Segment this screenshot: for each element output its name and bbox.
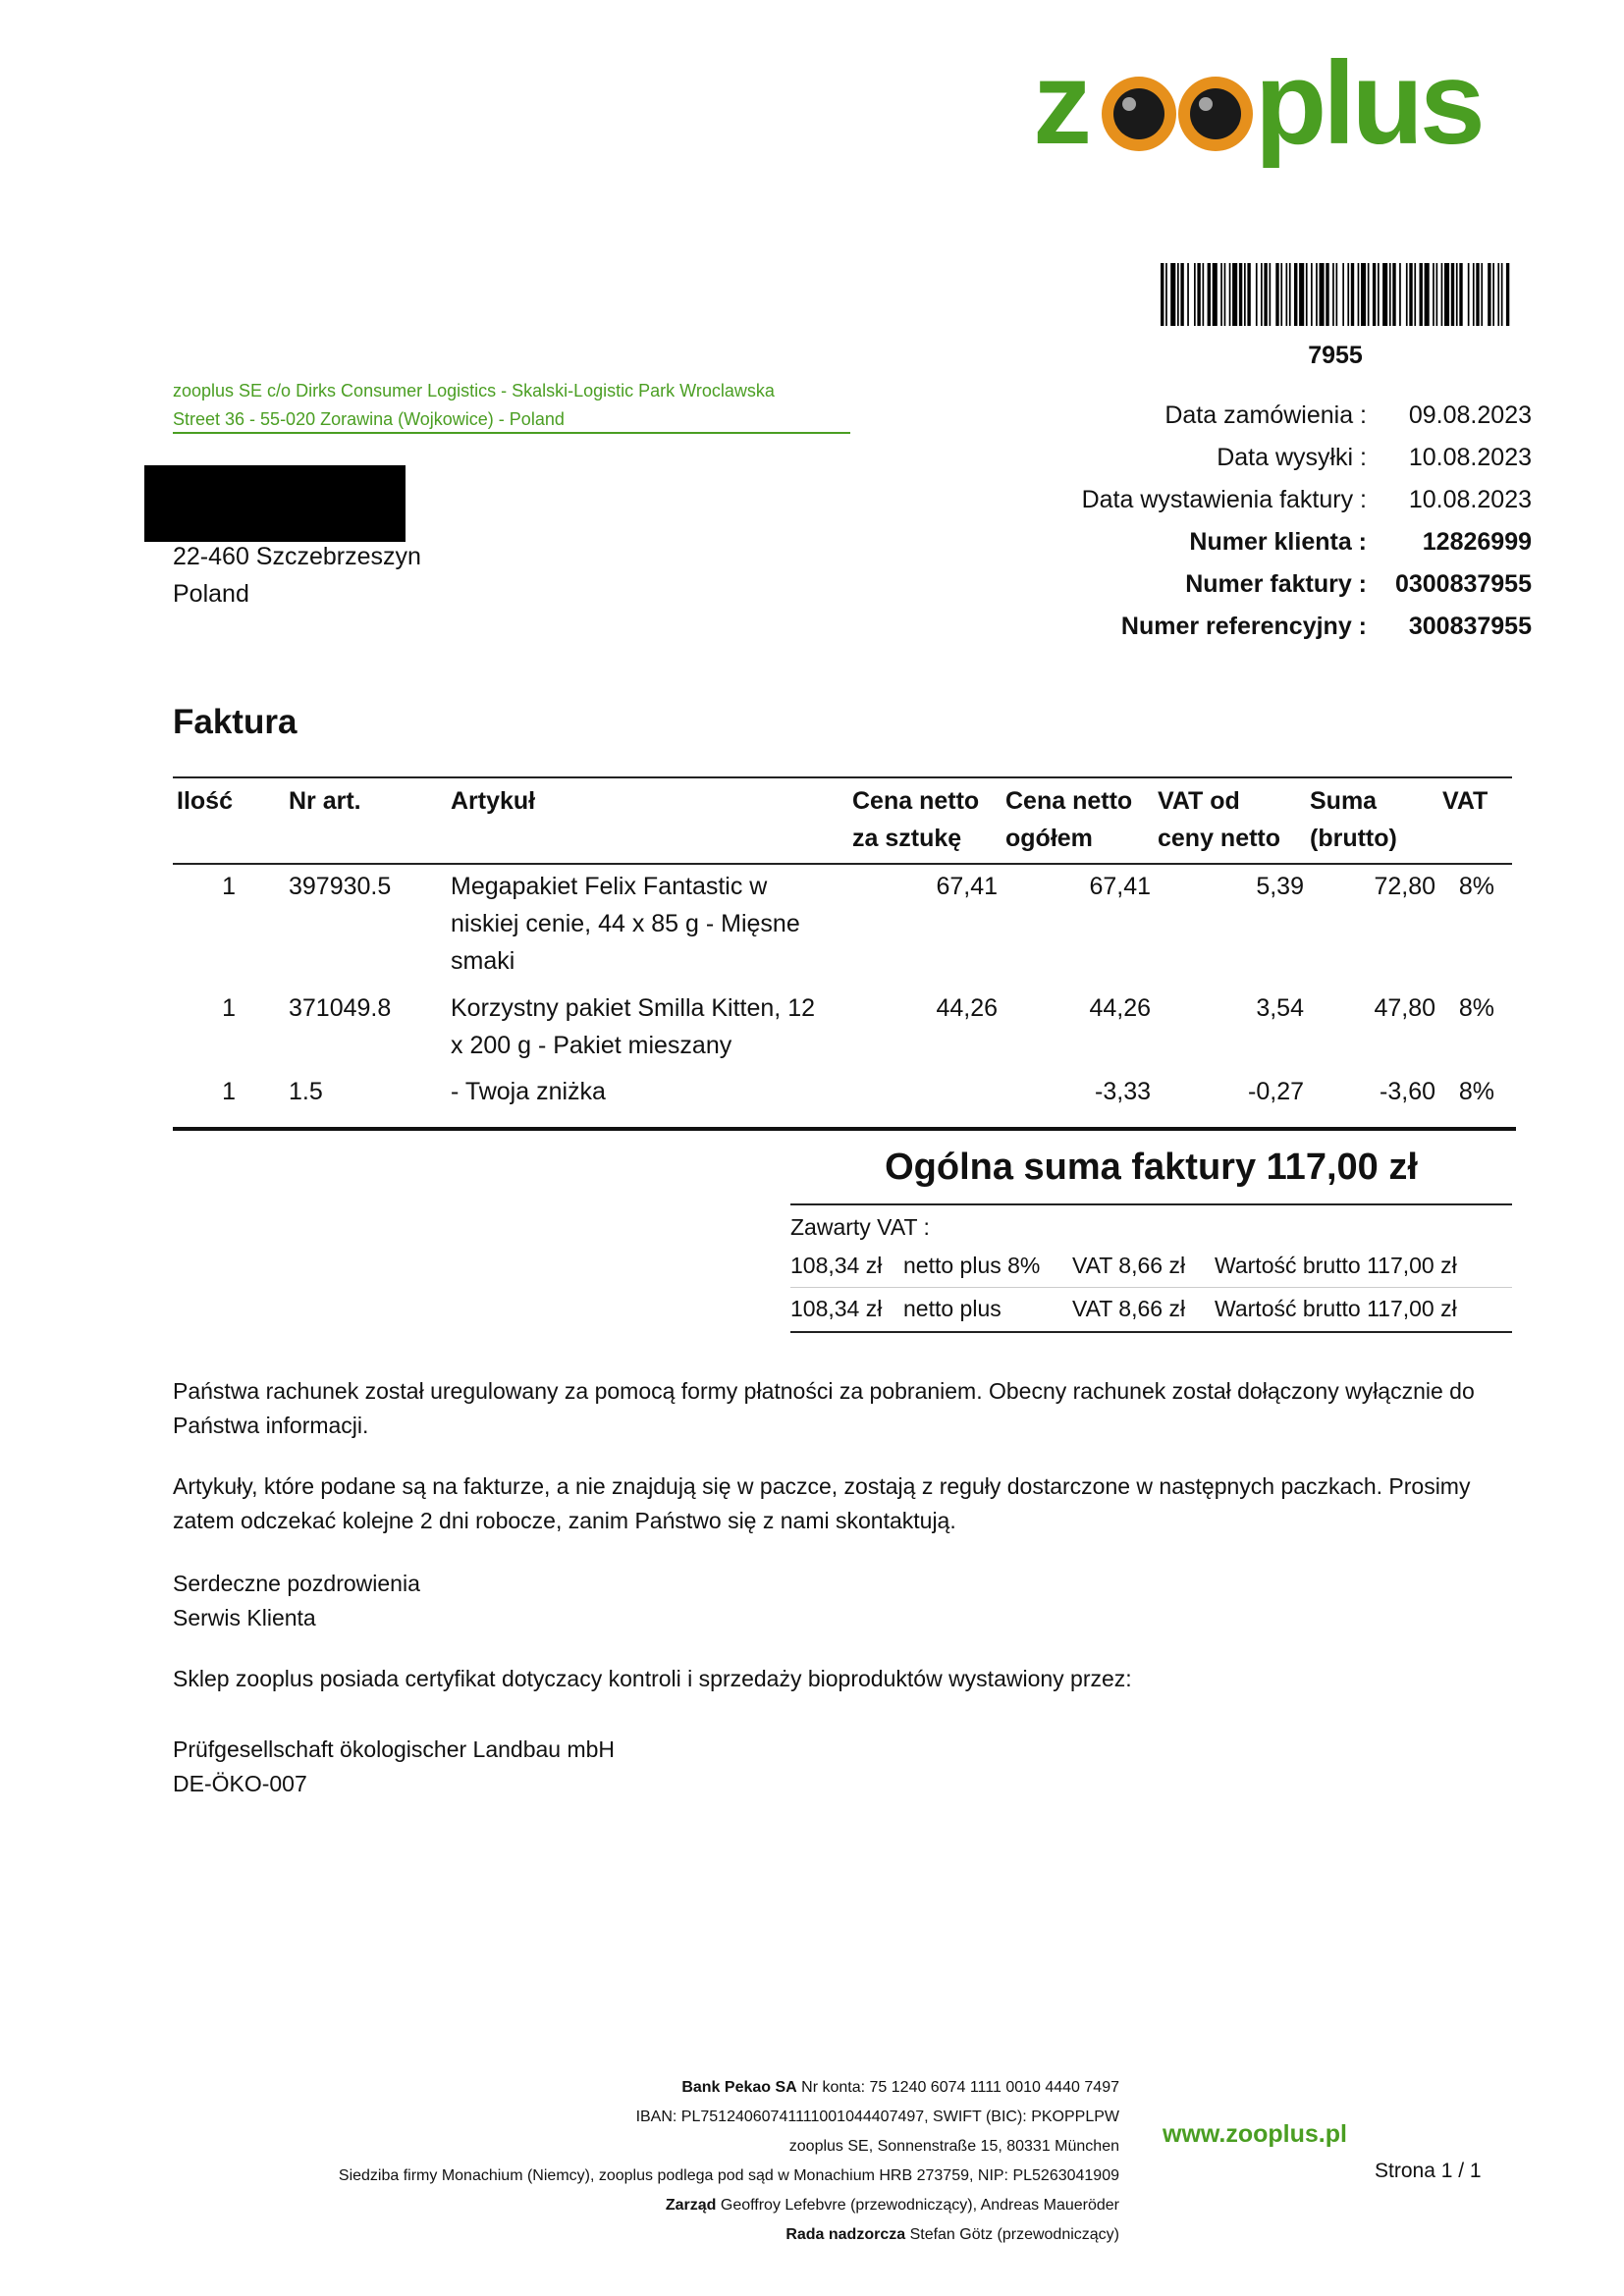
barcode-bar (1481, 263, 1483, 326)
header-sum-line2: (brutto) (1310, 825, 1397, 852)
header-vat: VAT (1442, 787, 1489, 815)
row-qty: 1 (222, 994, 236, 1022)
barcode-bar (1165, 263, 1167, 326)
barcode-bar (1399, 263, 1401, 326)
barcode-bar (1441, 263, 1443, 326)
barcode-bar (1170, 263, 1175, 326)
row-art: 397930.5 (289, 873, 392, 900)
barcode-bar (1239, 263, 1242, 326)
header-total-net (1005, 782, 1132, 857)
row-item (451, 868, 834, 980)
meta-value: 0300837955 (1394, 570, 1532, 598)
header-item: Artykuł (451, 787, 536, 815)
header-sum (1310, 782, 1397, 857)
barcode-bar (1488, 263, 1490, 326)
sender-address (173, 377, 850, 434)
meta-label: Numer referencyjny : (1120, 613, 1367, 640)
footer-address: zooplus SE, Sonnenstraße 15, 80331 München (788, 2138, 1119, 2155)
meta-value: 10.08.2023 (1408, 486, 1532, 513)
footer-board (196, 2191, 1119, 2220)
barcode-bar (1468, 263, 1470, 326)
row-art: 1.5 (289, 1078, 323, 1105)
row-vat: 8% (1458, 994, 1494, 1022)
delivery-note: Artykuły, które podane są na fakturze, a nie znajdują się w paczce, zostają z reguły dostarczone w następnych paczkach. Prosimy zatem odczekać kolejne 2 dni robocze, zanim Państwo się z nami skontaktują. (173, 1473, 1471, 1533)
barcode-bar (1286, 263, 1288, 326)
vat-description: netto plus 8% (903, 1253, 1041, 1278)
barcode-bar (1501, 263, 1503, 326)
vat-gross-amount: Wartość brutto 117,00 zł (1215, 1253, 1457, 1278)
footer-supervisory-label: Rada nadzorcza (785, 2226, 906, 2243)
meta-label: Numer faktury : (1185, 570, 1367, 598)
row-total-net: -3,33 (1095, 1078, 1151, 1105)
footer-board-members: Geoffroy Lefebvre (przewodniczący), Andreas Maueröder (716, 2197, 1119, 2214)
meta-invoice-number (943, 563, 1532, 606)
row-qty: 1 (222, 873, 236, 900)
row-unit-net: 67,41 (936, 873, 998, 900)
zooplus-logo (1033, 37, 1504, 180)
barcode-bar (1270, 263, 1272, 326)
barcode-bar (1261, 263, 1263, 326)
barcode-bar (1342, 263, 1344, 326)
header-unit-net-line2: za sztukę (852, 825, 962, 852)
header-total-net-line2: ogółem (1005, 825, 1093, 852)
barcode-bar (1224, 263, 1226, 326)
invoice-meta (943, 395, 1532, 648)
greeting-line-1: Serdeczne pozdrowienia (173, 1571, 420, 1596)
barcode-bar (1473, 263, 1475, 326)
row-art: 371049.8 (289, 994, 392, 1022)
row-qty: 1 (222, 1078, 236, 1105)
barcode-bar (1436, 263, 1438, 326)
row-item (451, 989, 834, 1064)
barcode-bar (1358, 263, 1360, 326)
certificate-note: Sklep zooplus posiada certyfikat dotyczacy kontroli i sprzedaży bioproduktów wystawiony przez: (173, 1666, 1132, 1691)
barcode-bar (1378, 263, 1380, 326)
vat-included-label: Zawarty VAT : (790, 1214, 930, 1240)
greeting-line-2: Serwis Klienta (173, 1605, 316, 1630)
header-unit-net-line1: Cena netto (852, 787, 980, 815)
barcode-bar (1294, 263, 1297, 326)
certificate-code: DE-ÖKO-007 (173, 1771, 307, 1796)
row-vat: 8% (1458, 1078, 1494, 1105)
barcode (1161, 263, 1510, 326)
barcode-bar (1194, 263, 1196, 326)
barcode-bar (1232, 263, 1237, 326)
barcode-bar (1177, 263, 1179, 326)
zooplus-logo-graphic (1033, 37, 1504, 180)
row-item: - Twoja zniżka (451, 1078, 606, 1105)
row-sum: 47,80 (1374, 994, 1435, 1022)
barcode-bar (1361, 263, 1366, 326)
certificate-issuer (173, 1733, 1518, 1801)
barcode-bar (1382, 263, 1387, 326)
footer-bank-account: Nr konta: 75 1240 6074 1111 0010 4440 7497 (796, 2079, 1119, 2096)
barcode-bar (1456, 263, 1458, 326)
footer-iban: IBAN: PL75124060741111001044407497, SWIFT (BIC): PKOPPLPW (635, 2109, 1119, 2125)
meta-invoice-date (943, 479, 1532, 521)
barcode-bar (1187, 263, 1189, 326)
sender-divider (173, 432, 850, 434)
barcode-bar (1420, 263, 1423, 326)
vat-net-amount: 108,34 zł (790, 1296, 883, 1321)
barcode-bar (1392, 263, 1395, 326)
row-unit-net: 44,26 (936, 994, 998, 1022)
meta-value: 12826999 (1422, 528, 1532, 556)
barcode-bar (1306, 263, 1308, 326)
footer-website-link[interactable]: www.zooplus.pl (1163, 2120, 1347, 2148)
meta-value: 10.08.2023 (1408, 444, 1532, 471)
barcode-bar (1311, 263, 1313, 326)
barcode-bar (1320, 263, 1325, 326)
barcode-bar (1220, 263, 1222, 326)
row-item-line: niskiej cenie, 44 x 85 g - Mięsne (451, 910, 800, 937)
footer-supervisory-members: Stefan Götz (przewodniczący) (905, 2226, 1119, 2243)
barcode-bar (1414, 263, 1416, 326)
footer-company-info (196, 2073, 1119, 2250)
barcode-bar (1197, 263, 1200, 326)
meta-order-date (943, 395, 1532, 437)
invoice-title: Faktura (173, 703, 298, 741)
footer-supervisory (196, 2220, 1119, 2250)
barcode-bar (1409, 263, 1412, 326)
greeting (173, 1567, 1518, 1635)
barcode-bar (1389, 263, 1391, 326)
header-vat-net-line2: ceny netto (1158, 825, 1281, 852)
vat-summary-row (790, 1245, 1512, 1286)
redacted-recipient-name (144, 465, 406, 542)
header-qty: Ilość (177, 787, 233, 815)
row-total-net: 67,41 (1089, 873, 1151, 900)
svg-text:plus: plus (1255, 37, 1482, 169)
grand-total-rule (790, 1203, 1512, 1205)
barcode-bar (1299, 263, 1304, 326)
barcode-bar (1275, 263, 1278, 326)
vat-amount: VAT 8,66 zł (1072, 1253, 1186, 1278)
barcode-bar (1208, 263, 1211, 326)
barcode-bar (1351, 263, 1354, 326)
barcode-bar (1425, 263, 1430, 326)
barcode-bar (1213, 263, 1218, 326)
row-total-net: 44,26 (1089, 994, 1151, 1022)
barcode-bar (1373, 263, 1376, 326)
barcode-bar (1326, 263, 1328, 326)
vat-net-amount: 108,34 zł (790, 1253, 883, 1278)
meta-label: Numer klienta : (1189, 528, 1367, 556)
row-item-line: smaki (451, 947, 515, 975)
barcode-number: 7955 (1308, 342, 1363, 369)
barcode-bar (1316, 263, 1318, 326)
barcode-bar (1506, 263, 1509, 326)
payment-note: Państwa rachunek został uregulowany za pomocą formy płatności za pobraniem. Obecny rachunek został dołączony wyłącznie do Państwa informacji. (173, 1378, 1475, 1438)
header-vat-net (1158, 782, 1280, 857)
footer-board-label: Zarząd (665, 2197, 717, 2214)
barcode-bar (1280, 263, 1282, 326)
vat-gross-amount: Wartość brutto 117,00 zł (1215, 1296, 1457, 1321)
meta-value: 300837955 (1408, 613, 1532, 640)
recipient-country: Poland (173, 580, 249, 608)
barcode-bar (1289, 263, 1291, 326)
barcode-bar (1229, 263, 1231, 326)
barcode-bar (1492, 263, 1494, 326)
barcode-bar (1406, 263, 1408, 326)
footer-bank-name: Bank Pekao SA (681, 2079, 797, 2096)
header-art: Nr art. (289, 787, 361, 815)
recipient-city: 22-460 Szczebrzeszyn (173, 543, 421, 570)
barcode-bar (1332, 263, 1334, 326)
barcode-graphic (1161, 263, 1510, 326)
sender-line-1: zooplus SE c/o Dirks Consumer Logistics - Skalski-Logistic Park Wroclawska (173, 381, 775, 400)
barcode-bar (1203, 263, 1205, 326)
meta-ship-date (943, 437, 1532, 479)
barcode-bar (1161, 263, 1164, 326)
footer-seat: Siedziba firmy Monachium (Niemcy), zooplus podlega pod sąd w Monachium HRB 273759, NIP: PL5263041909 (338, 2167, 1119, 2184)
table-bottom-rule (173, 1127, 1516, 1131)
grand-total: Ogólna suma faktury 117,00 zł (885, 1147, 1418, 1188)
certificate-issuer-name: Prüfgesellschaft ökologischer Landbau mbH (173, 1736, 616, 1762)
vat-summary-bottom-rule (790, 1331, 1512, 1333)
meta-value: 09.08.2023 (1408, 401, 1532, 429)
meta-customer-number (943, 521, 1532, 563)
row-vat-net: 5,39 (1256, 873, 1304, 900)
header-sum-line1: Suma (1310, 787, 1378, 815)
row-vat-net: 3,54 (1256, 994, 1304, 1022)
meta-label: Data zamówienia : (1164, 401, 1367, 429)
barcode-bar (1244, 263, 1246, 326)
row-vat-net: -0,27 (1248, 1078, 1304, 1105)
header-unit-net (852, 782, 979, 857)
row-sum: 72,80 (1374, 873, 1435, 900)
table-header-rule (173, 863, 1512, 865)
meta-label: Data wystawienia faktury : (1081, 486, 1367, 513)
barcode-bar (1433, 263, 1435, 326)
barcode-bar (1451, 263, 1454, 326)
svg-text:z: z (1033, 37, 1088, 169)
barcode-bar (1497, 263, 1499, 326)
barcode-bar (1256, 263, 1258, 326)
footer-bank (196, 2073, 1119, 2103)
barcode-bar (1247, 263, 1250, 326)
vat-description: netto plus (903, 1296, 1001, 1321)
page-number: Strona 1 / 1 (1375, 2160, 1482, 2182)
barcode-bar (1180, 263, 1183, 326)
row-vat: 8% (1458, 873, 1494, 900)
row-item-line: Korzystny pakiet Smilla Kitten, 12 (451, 994, 815, 1022)
barcode-bar (1347, 263, 1349, 326)
barcode-bar (1459, 263, 1462, 326)
barcode-bar (1264, 263, 1267, 326)
vat-summary-row (790, 1288, 1512, 1329)
recipient-address (173, 538, 421, 613)
header-total-net-line1: Cena netto (1005, 787, 1133, 815)
row-item-line: Megapakiet Felix Fantastic w (451, 873, 768, 900)
table-top-rule (173, 776, 1512, 778)
row-item-line: x 200 g - Pakiet mieszany (451, 1032, 732, 1059)
meta-label: Data wysyłki : (1217, 444, 1367, 471)
meta-reference-number (943, 606, 1532, 648)
header-vat-net-line1: VAT od (1158, 787, 1240, 815)
barcode-bar (1476, 263, 1479, 326)
barcode-bar (1368, 263, 1370, 326)
barcode-bar (1336, 263, 1338, 326)
sender-line-2: Street 36 - 55-020 Zorawina (Wojkowice) - Poland (173, 409, 565, 429)
row-sum: -3,60 (1380, 1078, 1435, 1105)
barcode-bar (1444, 263, 1449, 326)
vat-amount: VAT 8,66 zł (1072, 1296, 1186, 1321)
